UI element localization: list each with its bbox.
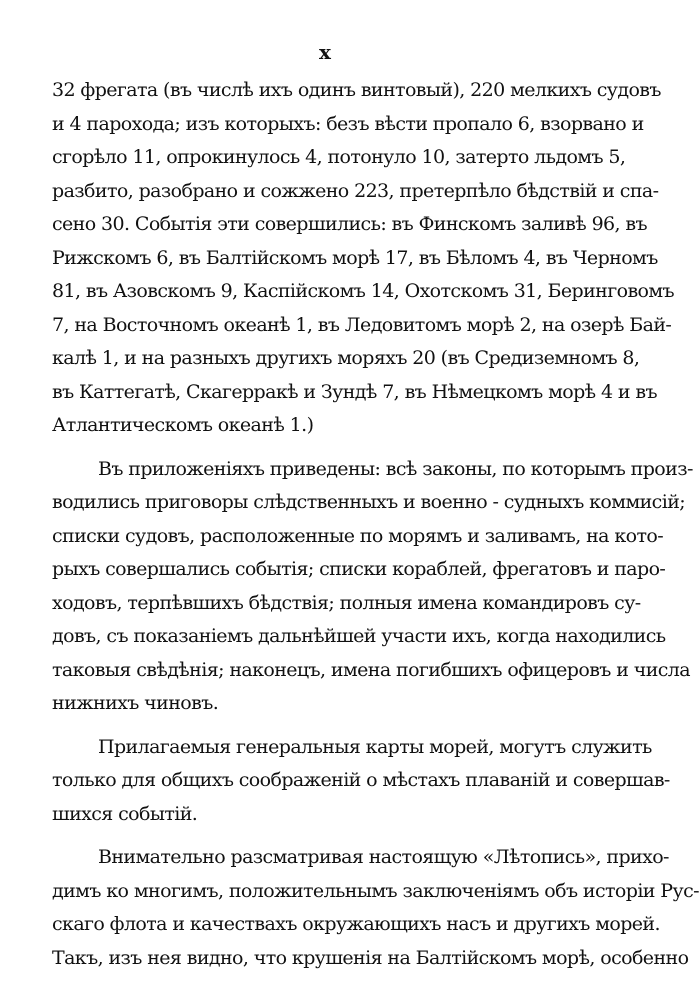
text-line: димъ ко многимъ, положительнымъ заключеніямъ объ исторіи Рус- — [52, 879, 699, 902]
text-line: довъ, съ показаніемъ дальнѣйшей участи ихъ, когда находились — [52, 625, 666, 647]
text-line: разбито, разобрано и сожжено 223, претерпѣло бѣдствій и спа- — [52, 179, 659, 202]
paragraph — [52, 453, 693, 721]
text-line: ходовъ, терпѣвшихъ бѣдствія; полныя имена командировъ су- — [52, 591, 641, 614]
text-line: Рижскомъ 6, въ Балтійскомъ морѣ 17, въ Бѣломъ 4, въ Черномъ — [52, 246, 658, 269]
page-number: x — [319, 40, 331, 64]
text-line: рыхъ совершались событія; списки кораблей, фрегатовъ и паро- — [52, 558, 666, 580]
text-line: 7, на Восточномъ океанѣ 1, въ Ледовитомъ морѣ 2, на озерѣ Бай- — [52, 313, 672, 336]
text-line: нижнихъ чиновъ. — [52, 692, 219, 714]
paragraph — [52, 74, 675, 443]
page-body — [52, 74, 699, 985]
text-line: Прилагаемыя генеральныя карты морей, могутъ служить — [98, 735, 652, 758]
text-line: таковыя свѣдѣнія; наконецъ, имена погибшихъ офицеровъ и числа — [52, 658, 690, 681]
text-line: Атлантическомъ океанѣ 1.) — [52, 414, 314, 436]
paragraph — [52, 731, 670, 832]
text-line: 32 фрегата (въ числѣ ихъ одинъ винтовый), 220 мелкихъ судовъ — [52, 79, 661, 101]
text-line: въ Каттегатѣ, Скагерракѣ и Зундѣ 7, въ Нѣмецкомъ морѣ 4 и въ — [52, 380, 657, 403]
text-line: только для общихъ соображеній о мѣстахъ плаваній и совершав- — [52, 769, 670, 791]
text-line: списки судовъ, расположенные по морямъ и заливамъ, на кото- — [52, 524, 664, 547]
text-line: Внимательно разсматривая настоящую «Лѣтопись», прихо- — [98, 846, 669, 868]
text-line: 81, въ Азовскомъ 9, Каспійскомъ 14, Охотскомъ 31, Беринговомъ — [52, 280, 675, 302]
text-line: калѣ 1, и на разныхъ другихъ моряхъ 20 (въ Средиземномъ 8, — [52, 347, 640, 369]
text-line: сено 30. Событія эти совершились: въ Финскомъ заливѣ 96, въ — [52, 213, 648, 235]
paragraph — [52, 841, 699, 975]
text-line: Такъ, изъ нея видно, что крушенія на Балтійскомъ морѣ, особенно — [52, 946, 689, 969]
text-line: Въ приложеніяхъ приведены: всѣ законы, по которымъ произ- — [98, 457, 693, 480]
text-line: сгорѣло 11, опрокинулось 4, потонуло 10, затерто льдомъ 5, — [52, 146, 626, 168]
text-line: шихся событій. — [52, 802, 198, 825]
text-line: водились приговоры слѣдственныхъ и военно - судныхъ коммисій; — [52, 491, 686, 513]
text-line: скаго флота и качествахъ окружающихъ насъ и другихъ морей. — [52, 913, 660, 935]
text-line: и 4 парохода; изъ которыхъ: безъ вѣсти пропало 6, взорвано и — [52, 112, 644, 135]
